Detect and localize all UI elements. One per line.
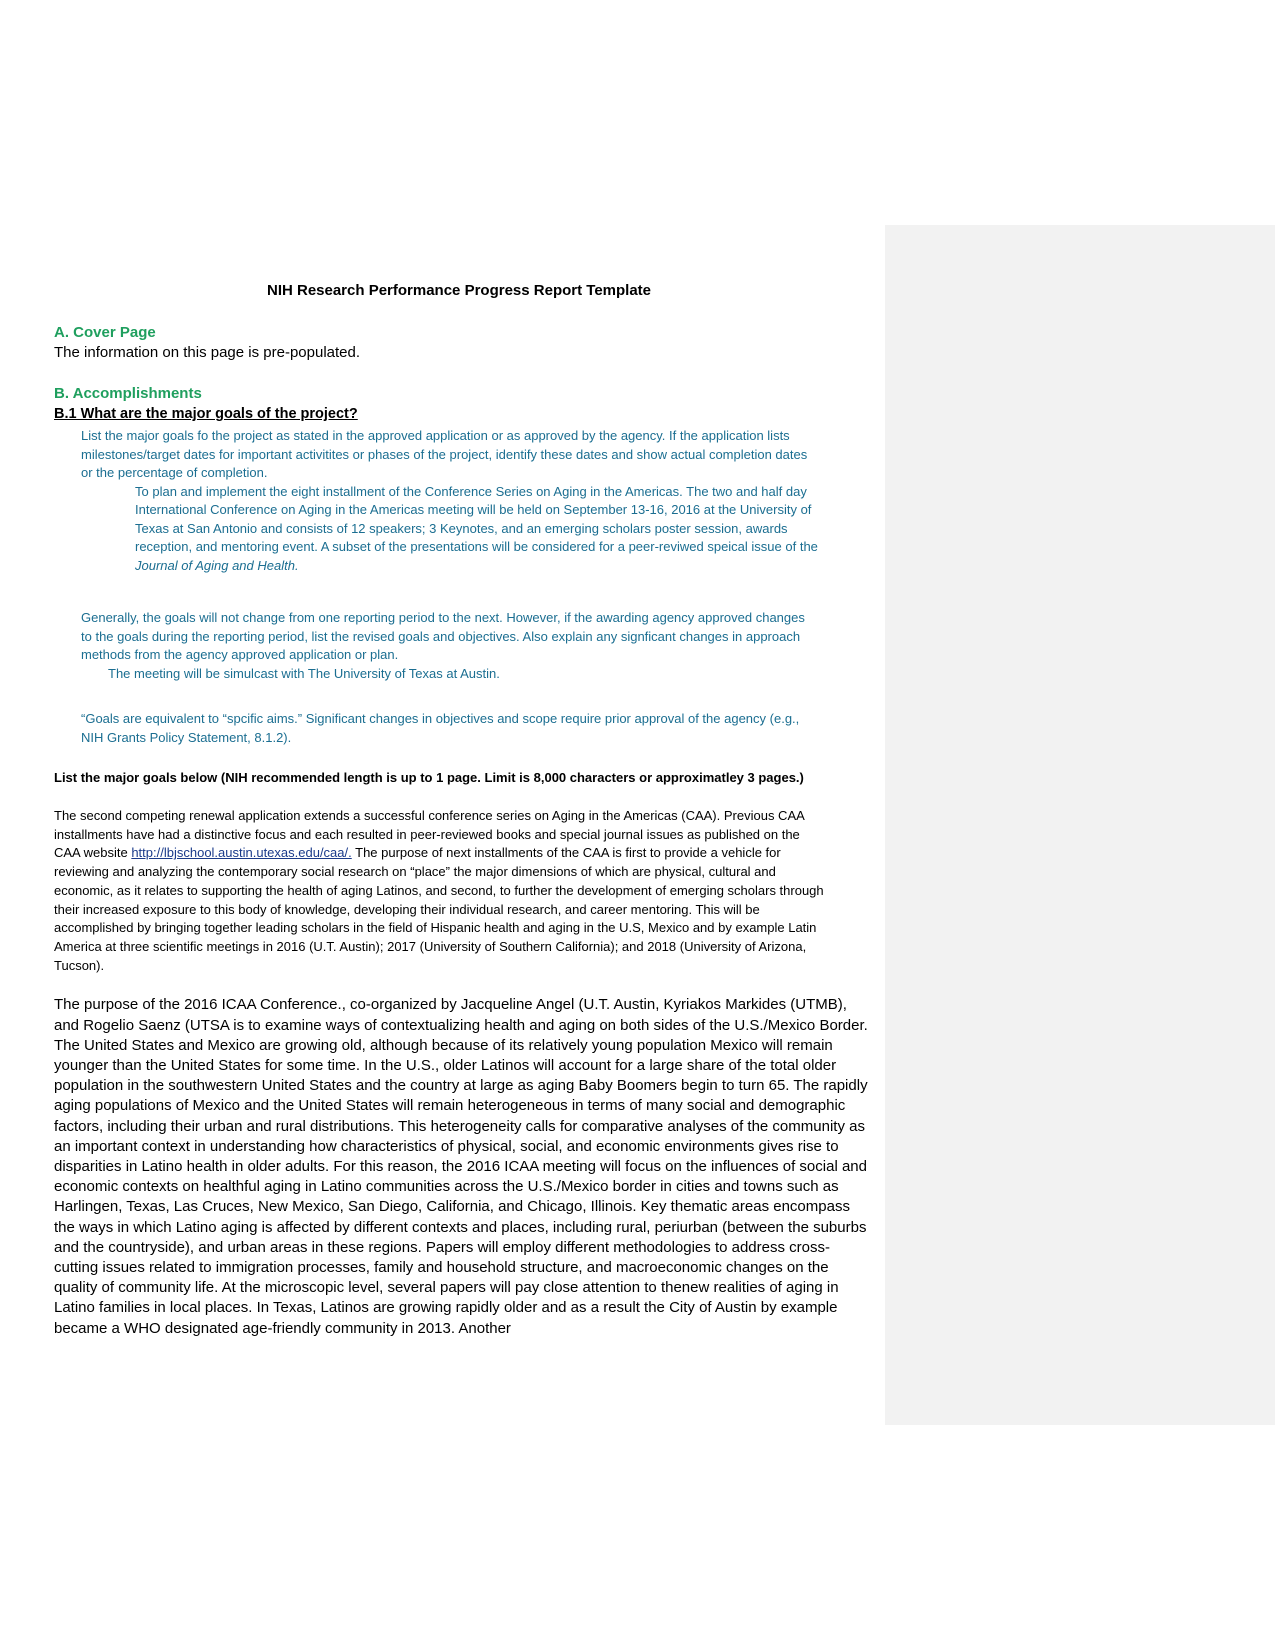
change-statement: The meeting will be simulcast with The University of Texas at Austin. bbox=[108, 665, 500, 681]
goals-instruction: List the major goals fo the project as stated in the approved application or as approved by the agency. If the application lists milestones/target dates for important activitites or phases of the project, identify these dates and show actual completion dates or the percentage of completion. bbox=[81, 428, 808, 480]
journal-title: Journal of Aging and Health. bbox=[135, 557, 299, 573]
conference-purpose-paragraph: The purpose of the 2016 ICAA Conference., co-organized by Jacqueline Angel (U.T. Austin, Kyriakos Markides (UTMB), and Rogelio Saenz (UTSA is to examine ways of contextualizing health and aging on both sides of the U.S./Mexico Border. The United States and Mexico are growing old, although because of its relatively young population Mexico will remain younger than the United States for some time. In the U.S., older Latinos will account for a large share of the total older population in the southwestern United States and the country at large as aging Baby Boomers begin to turn 65. The rapidly aging populations of Mexico and the United States will remain heterogeneous in terms of many social and demographic factors, including their urban and rural distributions. This heterogeneity calls for comparative analyses of the community as an important context in understanding how characteristics of physical, social, and economic environments gives rise to disparities in Latino health in older adults. For this reason, the 2016 ICAA meeting will focus on the influences of social and economic contexts on healthful aging in Latino communities across the U.S./Mexico border in cities and towns such as Harlingen, Texas, Las Cruces, New Mexico, San Diego, California, and Chicago, Illinois. Key thematic areas encompass the ways in which Latino aging is affected by different contexts and places, including rural, periurban (between the suburbs and the countryside), and urban areas in these regions. Papers will employ different methodologies to address cross-cutting issues related to immigration processes, family and household structure, and macroeconomic changes on the quality of community life. At the microscopic level, several papers will pay close attention to thenew realities of aging in Latino families in local places. In Texas, Latinos are growing rapidly older and as a result the City of Austin by example became a WHO designated age-friendly community in 2013. Another bbox=[54, 996, 868, 1337]
section-b1-subheading: B.1 What are the major goals of the project? bbox=[54, 406, 358, 422]
document-title: NIH Research Performance Progress Report Template bbox=[266, 282, 652, 299]
renewal-paragraph bbox=[54, 807, 824, 975]
changes-instruction: Generally, the goals will not change from one reporting period to the next. However, if the awarding agency approved changes to the goals during the reporting period, list the revised goals and objectives. Also explain any signficant changes in approach methods from the agency approved application or plan. bbox=[81, 610, 805, 662]
document-body bbox=[54, 278, 874, 1339]
section-a-text: The information on this page is pre-populated. bbox=[54, 344, 361, 361]
renewal-text-start: The second competing renewal application extends a successful conference series on Aging in the Americas (CAA). Previous CAA installments have had a distinctive focus and each resulted in peer-reviewed books and special journal issues as published on the CAA website bbox=[54, 808, 805, 861]
caa-website-link[interactable]: http://lbjschool.austin.utexas.edu/caa/. bbox=[131, 845, 352, 861]
goal-statement bbox=[54, 483, 835, 576]
section-b-heading: B. Accomplishments bbox=[54, 385, 202, 402]
aims-note: “Goals are equivalent to “spcific aims.” Significant changes in objectives and scope require prior approval of the agency (e.g., NIH Grants Policy Statement, 8.1.2). bbox=[81, 711, 800, 745]
comment-pane bbox=[885, 225, 1275, 1425]
list-goals-heading: List the major goals below (NIH recommended length is up to 1 page. Limit is 8,000 characters or approximatley 3 pages.) bbox=[54, 770, 804, 785]
section-a-heading: A. Cover Page bbox=[54, 324, 156, 341]
goal-statement-text: To plan and implement the eight installment of the Conference Series on Aging in the Americas. The two and half day International Conference on Aging in the Americas meeting will be held on September 13-16, 2016 at the University of Texas at San Antonio and consists of 12 speakers; 3 Keynotes, and an emerging scholars poster session, awards reception, and mentoring event. A subset of the presentations will be considered for a peer-reviwed speical issue of the bbox=[135, 483, 818, 554]
renewal-text-end: The purpose of next installments of the CAA is first to provide a vehicle for reviewing and analyzing the contemporary social research on “place” the major dimensions of which are physical, cultural and economic, as it relates to supporting the health of aging Latinos, and second, to further the development of emerging scholars through their increased exposure to this body of knowledge, developing their individual research, and career mentoring. This will be accomplished by bringing together leading scholars in the field of Hispanic health and aging in the U.S, Mexico and by example Latin America at three scientific meetings in 2016 (U.T. Austin); 2017 (University of Southern California); and 2018 (University of Arizona, Tucson). bbox=[54, 845, 824, 973]
